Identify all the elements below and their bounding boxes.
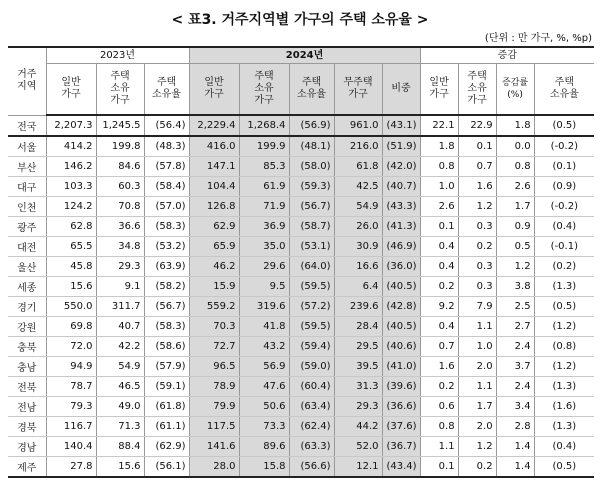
ratio-2023-cell: (57.9)	[144, 357, 189, 377]
header-2024-owning: 주택 소유 가구	[239, 64, 289, 116]
table-row	[8, 437, 594, 457]
nonowning-2024-cell: 28.4	[334, 317, 382, 337]
header-change-pct: 증감률 (%)	[496, 64, 534, 116]
owning-change-cell: 1.2	[458, 197, 496, 217]
owning-2023-cell: 15.6	[96, 457, 144, 478]
general-2023-cell: 45.8	[46, 257, 96, 277]
general-2023-cell: 15.6	[46, 277, 96, 297]
general-2024-cell: 559.2	[189, 297, 239, 317]
region-cell: 경기	[8, 297, 46, 317]
share-2024-cell: (40.6)	[382, 337, 420, 357]
table-row	[8, 457, 594, 478]
ratio-change-cell: (1.2)	[534, 317, 594, 337]
owning-2023-cell: 1,245.5	[96, 115, 144, 136]
table-row	[8, 136, 594, 157]
general-2023-cell: 27.8	[46, 457, 96, 478]
pct-change-cell: 0.0	[496, 136, 534, 157]
share-2024-cell: (40.5)	[382, 317, 420, 337]
share-2024-cell: (41.0)	[382, 357, 420, 377]
general-2024-cell: 28.0	[189, 457, 239, 478]
owning-2024-cell: 29.6	[239, 257, 289, 277]
ratio-2024-cell: (58.7)	[289, 217, 334, 237]
owning-change-cell: 1.6	[458, 177, 496, 197]
table-row	[8, 317, 594, 337]
general-2023-cell: 79.3	[46, 397, 96, 417]
ratio-2024-cell: (59.5)	[289, 317, 334, 337]
share-2024-cell: (43.4)	[382, 457, 420, 478]
nonowning-2024-cell: 31.3	[334, 377, 382, 397]
header-change-owning: 주택 소유 가구	[458, 64, 496, 116]
header-2023-owning: 주택 소유 가구	[96, 64, 144, 116]
owning-2023-cell: 60.3	[96, 177, 144, 197]
share-2024-cell: (43.3)	[382, 197, 420, 217]
share-2024-cell: (42.8)	[382, 297, 420, 317]
region-cell: 전남	[8, 397, 46, 417]
header-2024: 2024년	[189, 47, 420, 64]
ratio-change-cell: (0.8)	[534, 337, 594, 357]
general-2023-cell: 69.8	[46, 317, 96, 337]
owning-2023-cell: 84.6	[96, 157, 144, 177]
ratio-2024-cell: (53.1)	[289, 237, 334, 257]
general-2024-cell: 62.9	[189, 217, 239, 237]
nonowning-2024-cell: 61.8	[334, 157, 382, 177]
table-row	[8, 277, 594, 297]
pct-change-cell: 1.4	[496, 457, 534, 478]
nonowning-2024-cell: 6.4	[334, 277, 382, 297]
share-2024-cell: (41.3)	[382, 217, 420, 237]
ratio-2024-cell: (63.4)	[289, 397, 334, 417]
owning-change-cell: 22.9	[458, 115, 496, 136]
nonowning-2024-cell: 29.5	[334, 337, 382, 357]
share-2024-cell: (36.6)	[382, 397, 420, 417]
general-change-cell: 1.0	[420, 177, 458, 197]
table-row	[8, 157, 594, 177]
ratio-change-cell: (1.6)	[534, 397, 594, 417]
owning-change-cell: 0.1	[458, 136, 496, 157]
table-row	[8, 177, 594, 197]
table-row	[8, 417, 594, 437]
owning-change-cell: 0.7	[458, 157, 496, 177]
table-row	[8, 357, 594, 377]
region-cell: 대구	[8, 177, 46, 197]
ratio-2023-cell: (48.3)	[144, 136, 189, 157]
general-2023-cell: 124.2	[46, 197, 96, 217]
ratio-change-cell: (-0.1)	[534, 237, 594, 257]
pct-change-cell: 2.8	[496, 417, 534, 437]
ratio-2024-cell: (63.3)	[289, 437, 334, 457]
ratio-change-cell: (0.4)	[534, 217, 594, 237]
pct-change-cell: 0.8	[496, 157, 534, 177]
owning-change-cell: 0.3	[458, 217, 496, 237]
region-cell: 전북	[8, 377, 46, 397]
owning-2024-cell: 43.2	[239, 337, 289, 357]
region-cell: 경남	[8, 437, 46, 457]
general-change-cell: 0.4	[420, 257, 458, 277]
pct-change-cell: 2.4	[496, 377, 534, 397]
owning-2024-cell: 71.9	[239, 197, 289, 217]
header-change: 증감	[420, 47, 594, 64]
owning-2024-cell: 36.9	[239, 217, 289, 237]
header-region: 거주 지역	[8, 47, 46, 115]
general-change-cell: 9.2	[420, 297, 458, 317]
ratio-change-cell: (0.5)	[534, 297, 594, 317]
general-change-cell: 0.2	[420, 377, 458, 397]
nonowning-2024-cell: 12.1	[334, 457, 382, 478]
ratio-2023-cell: (58.6)	[144, 337, 189, 357]
owning-2023-cell: 199.8	[96, 136, 144, 157]
owning-2023-cell: 49.0	[96, 397, 144, 417]
nonowning-2024-cell: 239.6	[334, 297, 382, 317]
general-change-cell: 22.1	[420, 115, 458, 136]
region-cell: 서울	[8, 136, 46, 157]
ratio-2024-cell: (62.4)	[289, 417, 334, 437]
ratio-2023-cell: (58.3)	[144, 217, 189, 237]
general-2024-cell: 117.5	[189, 417, 239, 437]
ratio-change-cell: (1.2)	[534, 357, 594, 377]
share-2024-cell: (37.6)	[382, 417, 420, 437]
general-2024-cell: 141.6	[189, 437, 239, 457]
general-2023-cell: 72.0	[46, 337, 96, 357]
ratio-2024-cell: (57.2)	[289, 297, 334, 317]
nonowning-2024-cell: 30.9	[334, 237, 382, 257]
table-row	[8, 257, 594, 277]
general-change-cell: 0.1	[420, 457, 458, 478]
owning-2023-cell: 9.1	[96, 277, 144, 297]
nonowning-2024-cell: 52.0	[334, 437, 382, 457]
table-body	[8, 115, 594, 477]
share-2024-cell: (51.9)	[382, 136, 420, 157]
table-row	[8, 397, 594, 417]
ratio-change-cell: (1.3)	[534, 377, 594, 397]
share-2024-cell: (42.0)	[382, 157, 420, 177]
region-cell: 광주	[8, 217, 46, 237]
table-row	[8, 297, 594, 317]
nonowning-2024-cell: 961.0	[334, 115, 382, 136]
ratio-2023-cell: (58.4)	[144, 177, 189, 197]
general-change-cell: 0.4	[420, 237, 458, 257]
owning-2023-cell: 311.7	[96, 297, 144, 317]
pct-change-cell: 1.2	[496, 257, 534, 277]
ratio-2023-cell: (61.8)	[144, 397, 189, 417]
owning-change-cell: 1.1	[458, 317, 496, 337]
share-2024-cell: (36.0)	[382, 257, 420, 277]
general-change-cell: 0.8	[420, 157, 458, 177]
general-2023-cell: 65.5	[46, 237, 96, 257]
ratio-change-cell: (0.5)	[534, 115, 594, 136]
owning-2024-cell: 41.8	[239, 317, 289, 337]
table-row	[8, 217, 594, 237]
owning-2024-cell: 56.9	[239, 357, 289, 377]
general-2024-cell: 15.9	[189, 277, 239, 297]
ratio-2023-cell: (63.9)	[144, 257, 189, 277]
owning-2023-cell: 54.9	[96, 357, 144, 377]
pct-change-cell: 3.7	[496, 357, 534, 377]
ratio-2023-cell: (57.8)	[144, 157, 189, 177]
ratio-2024-cell: (59.0)	[289, 357, 334, 377]
header-change-general: 일반 가구	[420, 64, 458, 116]
pct-change-cell: 2.6	[496, 177, 534, 197]
ratio-2024-cell: (59.5)	[289, 277, 334, 297]
general-2024-cell: 70.3	[189, 317, 239, 337]
general-2024-cell: 2,229.4	[189, 115, 239, 136]
general-2024-cell: 96.5	[189, 357, 239, 377]
owning-change-cell: 2.0	[458, 357, 496, 377]
header-2023-general: 일반 가구	[46, 64, 96, 116]
owning-2024-cell: 47.6	[239, 377, 289, 397]
ratio-change-cell: (0.4)	[534, 437, 594, 457]
ratio-2024-cell: (56.9)	[289, 115, 334, 136]
region-cell: 인천	[8, 197, 46, 217]
general-2024-cell: 78.9	[189, 377, 239, 397]
general-change-cell: 0.2	[420, 277, 458, 297]
general-change-cell: 0.4	[420, 317, 458, 337]
owning-2023-cell: 34.8	[96, 237, 144, 257]
share-2024-cell: (39.6)	[382, 377, 420, 397]
nonowning-2024-cell: 39.5	[334, 357, 382, 377]
region-cell: 충북	[8, 337, 46, 357]
owning-2024-cell: 9.5	[239, 277, 289, 297]
owning-2023-cell: 71.3	[96, 417, 144, 437]
ratio-2023-cell: (56.4)	[144, 115, 189, 136]
general-2023-cell: 103.3	[46, 177, 96, 197]
general-change-cell: 1.1	[420, 437, 458, 457]
general-2024-cell: 72.7	[189, 337, 239, 357]
header-2024-nonowning: 무주택 가구	[334, 64, 382, 116]
pct-change-cell: 2.4	[496, 337, 534, 357]
nonowning-2024-cell: 42.5	[334, 177, 382, 197]
general-2024-cell: 416.0	[189, 136, 239, 157]
owning-2023-cell: 36.6	[96, 217, 144, 237]
ratio-change-cell: (1.3)	[534, 277, 594, 297]
ratio-change-cell: (-0.2)	[534, 197, 594, 217]
general-2024-cell: 79.9	[189, 397, 239, 417]
pct-change-cell: 1.8	[496, 115, 534, 136]
owning-2024-cell: 1,268.4	[239, 115, 289, 136]
general-2023-cell: 140.4	[46, 437, 96, 457]
owning-2024-cell: 89.6	[239, 437, 289, 457]
owning-2023-cell: 42.2	[96, 337, 144, 357]
nonowning-2024-cell: 54.9	[334, 197, 382, 217]
region-cell: 울산	[8, 257, 46, 277]
owning-2024-cell: 50.6	[239, 397, 289, 417]
owning-2024-cell: 73.3	[239, 417, 289, 437]
pct-change-cell: 2.7	[496, 317, 534, 337]
general-2024-cell: 126.8	[189, 197, 239, 217]
owning-2023-cell: 40.7	[96, 317, 144, 337]
owning-2023-cell: 29.3	[96, 257, 144, 277]
ratio-2023-cell: (59.1)	[144, 377, 189, 397]
pct-change-cell: 2.5	[496, 297, 534, 317]
ratio-2024-cell: (56.7)	[289, 197, 334, 217]
owning-change-cell: 1.7	[458, 397, 496, 417]
general-change-cell: 1.8	[420, 136, 458, 157]
region-cell: 경북	[8, 417, 46, 437]
general-2024-cell: 147.1	[189, 157, 239, 177]
owning-change-cell: 1.1	[458, 377, 496, 397]
ratio-change-cell: (0.1)	[534, 157, 594, 177]
owning-2023-cell: 70.8	[96, 197, 144, 217]
owning-2024-cell: 35.0	[239, 237, 289, 257]
general-change-cell: 1.6	[420, 357, 458, 377]
owning-change-cell: 0.3	[458, 277, 496, 297]
ratio-2023-cell: (58.3)	[144, 317, 189, 337]
share-2024-cell: (36.7)	[382, 437, 420, 457]
ratio-2024-cell: (58.0)	[289, 157, 334, 177]
housing-ownership-table	[8, 46, 594, 478]
share-2024-cell: (40.7)	[382, 177, 420, 197]
unit-note: (단위 : 만 가구, %, %p)	[484, 33, 592, 44]
ratio-change-cell: (0.2)	[534, 257, 594, 277]
general-2023-cell: 78.7	[46, 377, 96, 397]
pct-change-cell: 1.7	[496, 197, 534, 217]
ratio-2023-cell: (57.0)	[144, 197, 189, 217]
ratio-2024-cell: (60.4)	[289, 377, 334, 397]
share-2024-cell: (46.9)	[382, 237, 420, 257]
pct-change-cell: 3.4	[496, 397, 534, 417]
owning-change-cell: 1.0	[458, 337, 496, 357]
general-change-cell: 0.8	[420, 417, 458, 437]
owning-change-cell: 0.2	[458, 237, 496, 257]
table-row	[8, 337, 594, 357]
header-2024-ratio: 주택 소유율	[289, 64, 334, 116]
header-2024-general: 일반 가구	[189, 64, 239, 116]
region-cell: 세종	[8, 277, 46, 297]
ratio-2024-cell: (56.6)	[289, 457, 334, 478]
ratio-change-cell: (0.9)	[534, 177, 594, 197]
owning-change-cell: 0.3	[458, 257, 496, 277]
general-2023-cell: 62.8	[46, 217, 96, 237]
ratio-2023-cell: (62.9)	[144, 437, 189, 457]
region-cell: 제주	[8, 457, 46, 478]
general-2023-cell: 550.0	[46, 297, 96, 317]
header-2023-ratio: 주택 소유율	[144, 64, 189, 116]
ratio-2024-cell: (59.4)	[289, 337, 334, 357]
general-2024-cell: 104.4	[189, 177, 239, 197]
owning-2024-cell: 199.9	[239, 136, 289, 157]
general-2023-cell: 146.2	[46, 157, 96, 177]
general-2024-cell: 65.9	[189, 237, 239, 257]
header-2023: 2023년	[46, 47, 189, 64]
owning-2024-cell: 319.6	[239, 297, 289, 317]
ratio-2024-cell: (59.3)	[289, 177, 334, 197]
ratio-change-cell: (1.3)	[534, 417, 594, 437]
pct-change-cell: 0.9	[496, 217, 534, 237]
region-cell: 대전	[8, 237, 46, 257]
owning-2023-cell: 46.5	[96, 377, 144, 397]
header-change-ratio: 주택 소유율	[534, 64, 594, 116]
general-2024-cell: 46.2	[189, 257, 239, 277]
pct-change-cell: 0.5	[496, 237, 534, 257]
general-2023-cell: 94.9	[46, 357, 96, 377]
share-2024-cell: (40.5)	[382, 277, 420, 297]
general-change-cell: 0.1	[420, 217, 458, 237]
table-row	[8, 237, 594, 257]
ratio-2024-cell: (64.0)	[289, 257, 334, 277]
table-row	[8, 377, 594, 397]
nonowning-2024-cell: 216.0	[334, 136, 382, 157]
ratio-2023-cell: (56.1)	[144, 457, 189, 478]
ratio-2023-cell: (53.2)	[144, 237, 189, 257]
table-row	[8, 115, 594, 136]
ratio-2023-cell: (61.1)	[144, 417, 189, 437]
owning-2024-cell: 61.9	[239, 177, 289, 197]
region-cell: 부산	[8, 157, 46, 177]
ratio-2024-cell: (48.1)	[289, 136, 334, 157]
owning-2023-cell: 88.4	[96, 437, 144, 457]
owning-2024-cell: 15.8	[239, 457, 289, 478]
owning-change-cell: 0.2	[458, 457, 496, 478]
general-2023-cell: 2,207.3	[46, 115, 96, 136]
owning-2024-cell: 85.3	[239, 157, 289, 177]
table-title: < 표3. 거주지역별 가구의 주택 소유율 >	[171, 12, 429, 28]
ratio-2023-cell: (56.7)	[144, 297, 189, 317]
share-2024-cell: (43.1)	[382, 115, 420, 136]
general-change-cell: 0.7	[420, 337, 458, 357]
ratio-change-cell: (-0.2)	[534, 136, 594, 157]
nonowning-2024-cell: 29.3	[334, 397, 382, 417]
owning-change-cell: 1.2	[458, 437, 496, 457]
general-2023-cell: 116.7	[46, 417, 96, 437]
nonowning-2024-cell: 16.6	[334, 257, 382, 277]
pct-change-cell: 3.8	[496, 277, 534, 297]
general-change-cell: 0.6	[420, 397, 458, 417]
nonowning-2024-cell: 44.2	[334, 417, 382, 437]
region-cell: 전국	[8, 115, 46, 136]
region-cell: 강원	[8, 317, 46, 337]
nonowning-2024-cell: 26.0	[334, 217, 382, 237]
owning-change-cell: 7.9	[458, 297, 496, 317]
region-cell: 충남	[8, 357, 46, 377]
header-2024-share: 비중	[382, 64, 420, 116]
general-change-cell: 2.6	[420, 197, 458, 217]
pct-change-cell: 1.4	[496, 437, 534, 457]
general-2023-cell: 414.2	[46, 136, 96, 157]
owning-change-cell: 2.0	[458, 417, 496, 437]
table-row	[8, 197, 594, 217]
ratio-change-cell: (0.5)	[552, 461, 577, 472]
ratio-2023-cell: (58.2)	[144, 277, 189, 297]
